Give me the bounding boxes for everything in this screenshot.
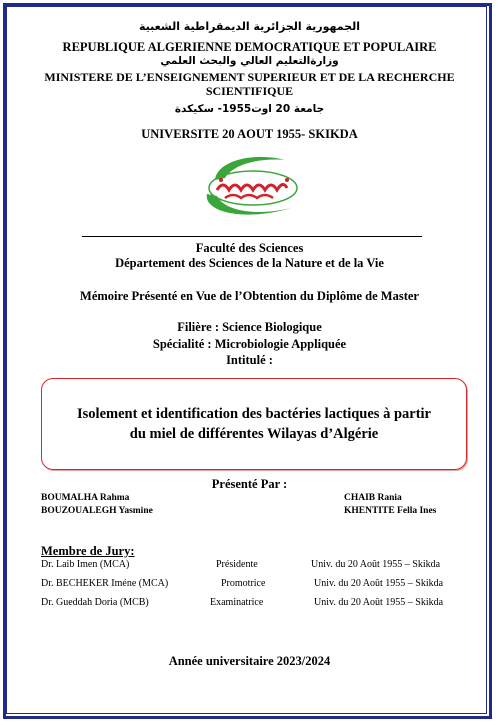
jury-row <box>0 578 499 592</box>
student-left-2: BOUZOUALEGH Yasmine <box>41 506 153 516</box>
university-title: UNIVERSITE 20 AOUT 1955- SKIKDA <box>141 127 358 141</box>
faculty: Faculté des Sciences <box>195 241 304 255</box>
jury-name: Dr. Laib Imen (MCA) <box>41 559 130 570</box>
jury-role: Promotrice <box>221 578 266 589</box>
jury-role: Examinatrice <box>210 597 264 608</box>
separator-line <box>82 236 422 237</box>
intitule: Intitulé : <box>226 353 273 367</box>
memoire-statement: Mémoire Présenté en Vue de l’Obtention du Diplôme de Master <box>80 289 419 303</box>
student-left-1: BOUMALHA Rahma <box>41 493 130 503</box>
student-right-2: KHENTITE Fella Ines <box>344 506 437 516</box>
thesis-title-line1: Isolement et identification des bactéries lactiques à partir <box>77 406 431 422</box>
jury-institution: Univ. du 20 Août 1955 – Skikda <box>311 559 441 570</box>
jury-heading: Membre de Jury: <box>41 544 135 558</box>
academic-year: Année universitaire 2023/2024 <box>168 654 331 668</box>
jury-institution: Univ. du 20 Août 1955 – Skikda <box>314 597 444 608</box>
arabic-republic: الجمهورية الجزائرية الديمقراطية الشعبية <box>139 20 360 33</box>
jury-name: Dr. Gueddah Doria (MCB) <box>41 597 149 608</box>
thesis-title-line2: du miel de différentes Wilayas d’Algérie <box>129 426 379 442</box>
ministry-title-line2: SCIENTIFIQUE <box>205 84 294 98</box>
jury-row <box>0 597 499 611</box>
republic-title: REPUBLIQUE ALGERIENNE DEMOCRATIQUE ET POPULAIRE <box>62 40 437 54</box>
ministry-title-line1: MINISTERE DE L’ENSEIGNEMENT SUPERIEUR ET DE LA RECHERCHE <box>44 70 455 84</box>
arabic-university: جامعة 20 اوت1955- سكيكدة <box>174 103 325 115</box>
jury-role: Présidente <box>216 559 258 570</box>
student-right-1: CHAIB Rania <box>344 493 402 503</box>
filiere: Filière : Science Biologique <box>177 320 322 334</box>
thesis-title-box <box>41 378 467 470</box>
university-logo-icon <box>195 150 305 222</box>
jury-institution: Univ. du 20 Août 1955 – Skikda <box>314 578 444 589</box>
department: Département des Sciences de la Nature et de la Vie <box>115 256 384 270</box>
jury-name: Dr. BECHEKER Iméne (MCA) <box>41 578 169 589</box>
specialite: Spécialité : Microbiologie Appliquée <box>152 337 347 351</box>
presented-by: Présenté Par : <box>211 477 288 491</box>
jury-row <box>0 559 499 573</box>
arabic-ministry: وزارةالتعليم العالي والبحث العلمي <box>160 55 339 67</box>
